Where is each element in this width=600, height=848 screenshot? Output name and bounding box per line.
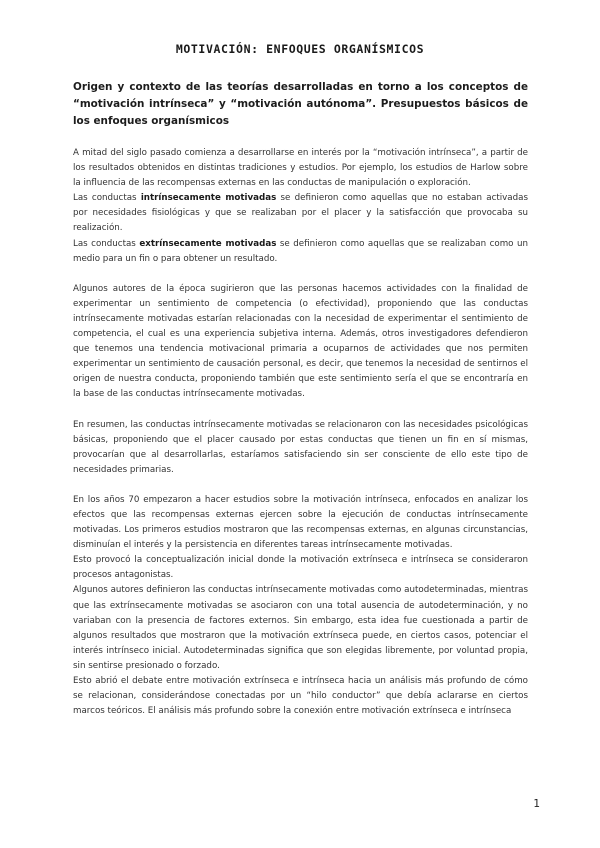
paragraph [73,237,528,267]
page-title: MOTIVACIÓN: ENFOQUES ORGANÍSMICOS [175,42,425,56]
text-span: Las conductas [73,193,141,204]
paragraph: Algunos autores de la época sugirieron que las personas hacemos actividades con la finalidad de experimentar un sentimiento de competencia (o efectividad), proponiendo que las conductas intrínsecamente motivadas estarían relacionadas con la necesidad de experimentar el sentimiento de competencia, el cual es una experiencia subjetiva interna. Además, otros investigadores defendieron que tenemos una tendencia motivacional primaria a ocuparnos de actividades que nos permiten experimentar un sentimiento de causación personal, es decir, que tenemos la necesidad de sentirnos el origen de nuestra conducta, proponiendo también que este sentimiento sería el que se encontraría en la base de las conductas intrínsecamente motivadas. [73,283,528,400]
paragraph: A mitad del siglo pasado comienza a desarrollarse en interés por la “motivación intrínseca”, a partir de los resultados obtenidos en distintas tradiciones y estudios. Por ejemplo, los estudios de Harlow sobre la influencia de las recompensas externas en las conductas de manipulación o exploración. [73,148,528,189]
paragraph: Algunos autores definieron las conductas intrínsecamente motivadas como autodeterminadas, mientras que las extrínsecamente motivadas se asociaron con una total ausencia de autodeterminación, y no variaban con la presencia de factores externos. Sin embargo, esta idea fue cuestionada a partir de algunos resultados que mostraron que la motivación extrínseca puede, en ciertos casos, potenciar el interés intrínseco inicial. Autodeterminadas significa que son elegidas libremente, por voluntad propia, sin sentirse presionado o forzado. [73,585,528,671]
paragraph: Esto provocó la conceptualización inicial donde la motivación extrínseca e intrínseca se consideraron procesos antagonistas. [73,555,528,581]
bold-term: extrínsecamente motivadas [139,238,277,249]
bold-term: intrínsecamente motivadas [140,193,277,204]
text-span: Las conductas [73,238,140,249]
text-span: se definieron como aquellas que se realizaban como un medio para un fin o para obtener un resultado. [73,238,528,264]
paragraph: En resumen, las conductas intrínsecamente motivadas se relacionaron con las necesidades psicológicas básicas, proponiendo que el placer causado por estas conductas que tienen un fin en sí mismas, provocarían que al desarrollarlas, estaríamos satisfaciendo sin ser consciente de ello este tipo de necesidades primarias. [73,419,528,475]
section-subtitle: Origen y contexto de las teorías desarrolladas en torno a los conceptos de “motivación intrínseca” y “motivación autónoma”. Presupuestos básicos de los enfoques organísmicos [73,81,528,127]
paragraph: En los años 70 empezaron a hacer estudios sobre la motivación intrínseca, enfocados en analizar los efectos que las recompensas externas ejercen sobre la ejecución de conductas intrínsecamente motivadas. Los primeros estudios mostraron que las recompensas externas, en algunas circunstancias, disminuían el interés y la persistencia en diferentes tareas intrínsecamente motivadas. [73,494,528,551]
body-text [73,146,528,719]
paragraph: Esto abrió el debate entre motivación extrínseca e intrínseca hacia un análisis más profundo de cómo se relacionan, considerándose conectadas por un “hilo conductor” que debía aclararse en ciertos marcos teóricos. El análisis más profundo sobre la conexión entre motivación extrínseca e intrínseca [73,676,528,717]
paragraph [73,191,528,236]
text-span: se definieron como aquellas que no estaban activadas por necesidades fisiológicas y que se realizaban por el placer y la satisfacción que provocaba su realización. [73,193,528,234]
page-number: 1 [533,798,540,810]
